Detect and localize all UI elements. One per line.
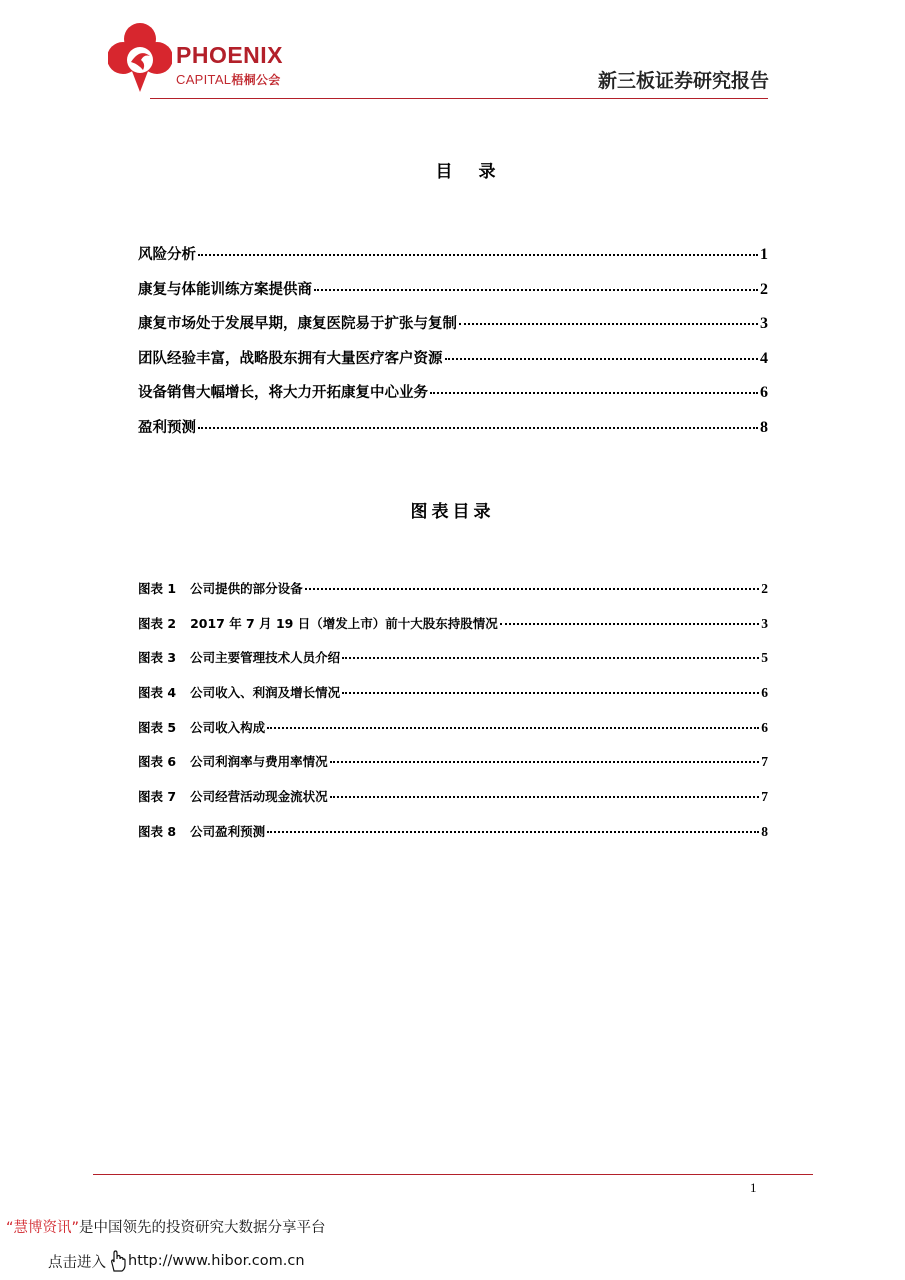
figure-entry[interactable]: [138, 648, 768, 683]
figure-entry-label: 图表 5: [138, 719, 177, 735]
dot-leader: [330, 796, 760, 798]
figure-entry-title: 公司利润率与费用率情况: [190, 754, 328, 770]
toc-entry[interactable]: [138, 416, 768, 451]
figure-entry-title: 公司提供的部分设备: [190, 581, 303, 596]
figure-entry-title: 公司收入构成: [190, 719, 266, 735]
toc-entry-page: 8: [760, 418, 768, 436]
figure-entry-label: 图表 2: [138, 615, 177, 631]
toc-entry-page: 1: [760, 246, 768, 263]
dot-leader: [267, 727, 759, 729]
figure-entry[interactable]: [138, 718, 768, 753]
figure-entry-title: 公司盈利预测: [190, 823, 266, 839]
figure-entry[interactable]: [138, 614, 768, 649]
figure-entry-label: 图表 7: [138, 789, 177, 805]
figure-entry-label: 图表 3: [138, 650, 177, 666]
figure-entry-page: 5: [761, 650, 768, 666]
figure-entry[interactable]: [138, 683, 768, 718]
figure-entry-page: 3: [761, 615, 768, 631]
footer-divider: [93, 1174, 813, 1175]
toc-entry[interactable]: [138, 243, 768, 278]
dot-leader: [198, 254, 758, 256]
figure-entry[interactable]: [138, 822, 768, 857]
figure-entry-label: 图表 6: [138, 754, 177, 770]
figure-entry-title: 公司主要管理技术人员介绍: [190, 650, 341, 666]
dot-leader: [459, 323, 758, 325]
dot-leader: [430, 392, 758, 394]
dot-leader: [342, 692, 759, 694]
toc-entry[interactable]: [138, 312, 768, 347]
dot-leader: [342, 657, 759, 659]
logo-subtitle: CAPITAL梧桐公会: [176, 72, 281, 87]
pointing-hand-icon: [108, 1250, 126, 1272]
toc-entry[interactable]: [138, 381, 768, 416]
toc-entry-title: 康复与体能训练方案提供商: [138, 281, 312, 298]
promo-url-link[interactable]: http://www.hibor.com.cn: [128, 1253, 305, 1269]
figure-entry[interactable]: [138, 579, 768, 614]
figure-entry-title: 公司收入、利润及增长情况: [190, 685, 341, 701]
toc-entry[interactable]: [138, 347, 768, 382]
dot-leader: [445, 358, 759, 360]
promo-click-label: 点击进入: [48, 1254, 106, 1271]
toc-entry-page: 3: [760, 315, 768, 332]
dot-leader: [267, 831, 759, 833]
toc-entry-page: 6: [760, 384, 768, 401]
toc-entry-title: 团队经验丰富，战略股东拥有大量医疗客户资源: [138, 350, 443, 367]
promo-banner: [6, 1216, 326, 1237]
toc-entry-title: 风险分析: [138, 247, 196, 263]
logo-wordmark: PHOENIX: [176, 42, 284, 68]
dot-leader: [305, 588, 760, 590]
figure-entry[interactable]: [138, 752, 768, 787]
toc-entry-title: 康复市场处于发展早期，康复医院易于扩张与复制: [138, 316, 457, 332]
dot-leader: [330, 761, 760, 763]
phoenix-capital-logo: [108, 22, 308, 94]
figures-list: [138, 579, 768, 857]
toc-entry-title: 盈利预测: [138, 419, 196, 436]
toc-heading: 目录: [435, 162, 522, 182]
figure-entry-page: 7: [761, 754, 768, 770]
figure-entry-title: 公司经营活动现金流状况: [190, 789, 328, 805]
dot-leader: [314, 289, 758, 291]
toc-list: [138, 243, 768, 450]
toc-entry[interactable]: [138, 278, 768, 313]
report-type-label: 新三板证券研究报告: [597, 70, 769, 92]
figure-entry-page: 2: [761, 581, 768, 596]
figures-heading: 图表目录: [410, 502, 495, 522]
toc-entry-page: 2: [760, 280, 768, 298]
figure-entry-page: 6: [761, 719, 768, 735]
figure-entry-page: 8: [761, 823, 768, 839]
phoenix-logo-icon: [108, 22, 172, 94]
figure-entry-label: 图表 1: [138, 581, 177, 596]
figure-entry-title: 2017 年 7 月 19 日（增发上市）前十大股东持股情况: [190, 615, 498, 631]
promo-text: 是中国领先的投资研究大数据分享平台: [79, 1220, 326, 1236]
promo-link-row[interactable]: [48, 1250, 305, 1272]
figure-entry[interactable]: [138, 787, 768, 822]
dot-leader: [198, 427, 758, 429]
page-number: 1: [750, 1180, 757, 1195]
promo-brand: “慧博资讯”: [6, 1220, 80, 1236]
header-divider: [150, 98, 768, 99]
dot-leader: [500, 623, 760, 625]
figure-entry-page: 6: [761, 685, 768, 701]
figure-entry-page: 7: [761, 789, 768, 805]
toc-entry-title: 设备销售大幅增长，将大力开拓康复中心业务: [138, 385, 428, 401]
toc-entry-page: 4: [760, 349, 768, 367]
figure-entry-label: 图表 8: [138, 823, 177, 839]
figure-entry-label: 图表 4: [138, 685, 177, 701]
